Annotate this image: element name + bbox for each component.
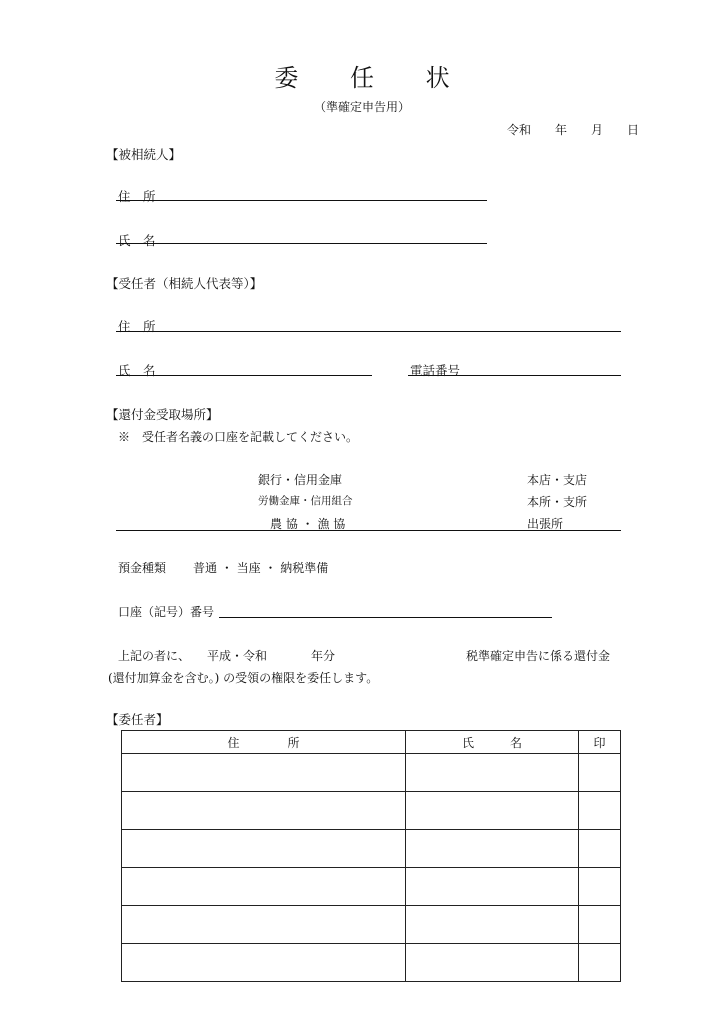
entrusters-table [121,730,621,982]
entruster-seal-cell[interactable] [579,754,621,792]
delegation-text-d: 税準確定申告に係る還付金 [466,649,611,663]
table-row [122,830,621,868]
entruster-name-cell[interactable] [406,792,579,830]
entruster-address-cell[interactable] [122,868,406,906]
table-row [122,754,621,792]
table-row [122,944,621,982]
entruster-seal-cell[interactable] [579,792,621,830]
account-number-field[interactable] [219,617,552,618]
account-number-label: 口座（記号）番号 [118,605,215,619]
agent-name-label: 氏 名 [118,363,156,378]
entruster-address-cell[interactable] [122,792,406,830]
entruster-name-cell[interactable] [406,830,579,868]
delegation-year: 年分 [311,649,336,663]
document-title: 委 任 状 [274,64,472,92]
refund-note: ※ 受任者名義の口座を記載してください。 [118,430,359,444]
column-header-name: 氏 名 [406,731,579,754]
deceased-address-field[interactable] [116,200,487,201]
agent-phone-field[interactable] [408,375,621,376]
table-row [122,792,621,830]
deposit-type-label: 預金種類 [118,561,167,575]
entruster-name-cell[interactable] [406,944,579,982]
column-header-seal: 印 [579,731,621,754]
bank-type-labor[interactable]: 労働金庫・信用組合 [258,495,353,507]
deceased-name-field[interactable] [116,243,487,244]
agent-heading: 【受任者（相続人代表等）】 [106,276,263,291]
table-header-row [122,731,621,754]
table-row [122,906,621,944]
table-row [122,868,621,906]
entruster-seal-cell[interactable] [579,868,621,906]
document-subtitle: （準確定申告用） [313,100,410,114]
deceased-heading: 【被相続人】 [106,147,182,162]
delegation-text-line2: (還付加算金を含む。) の受領の権限を委任します。 [108,671,379,685]
branch-type-office[interactable]: 本所・支所 [527,495,588,509]
entruster-address-cell[interactable] [122,830,406,868]
entruster-seal-cell[interactable] [579,944,621,982]
entruster-address-cell[interactable] [122,944,406,982]
agent-phone-label: 電話番号 [410,363,461,378]
agent-address-field[interactable] [116,331,621,332]
column-header-address: 住 所 [122,731,406,754]
refund-heading: 【還付金受取場所】 [106,407,219,422]
entruster-address-cell[interactable] [122,906,406,944]
entruster-name-cell[interactable] [406,754,579,792]
bank-type-bank[interactable]: 銀行・信用金庫 [258,473,343,487]
bank-type-agri[interactable]: 農 協 ・ 漁 協 [270,517,346,531]
entruster-name-cell[interactable] [406,906,579,944]
branch-type-main[interactable]: 本店・支店 [527,473,588,487]
bank-name-field[interactable] [116,530,621,531]
deceased-name-label: 氏 名 [118,233,156,248]
entruster-seal-cell[interactable] [579,906,621,944]
agent-address-label: 住 所 [118,319,156,334]
branch-type-outpost[interactable]: 出張所 [527,517,564,531]
delegation-era[interactable]: 平成・令和 [207,649,268,663]
entrusters-heading: 【委任者】 [106,712,169,727]
entruster-seal-cell[interactable] [579,830,621,868]
date-field[interactable]: 令和 年 月 日 [507,123,640,137]
deposit-type-options[interactable]: 普通 ・ 当座 ・ 納税準備 [193,561,329,575]
entruster-name-cell[interactable] [406,868,579,906]
delegation-text-a: 上記の者に、 [118,649,191,663]
agent-name-field[interactable] [116,375,372,376]
entruster-address-cell[interactable] [122,754,406,792]
deceased-address-label: 住 所 [118,189,156,204]
